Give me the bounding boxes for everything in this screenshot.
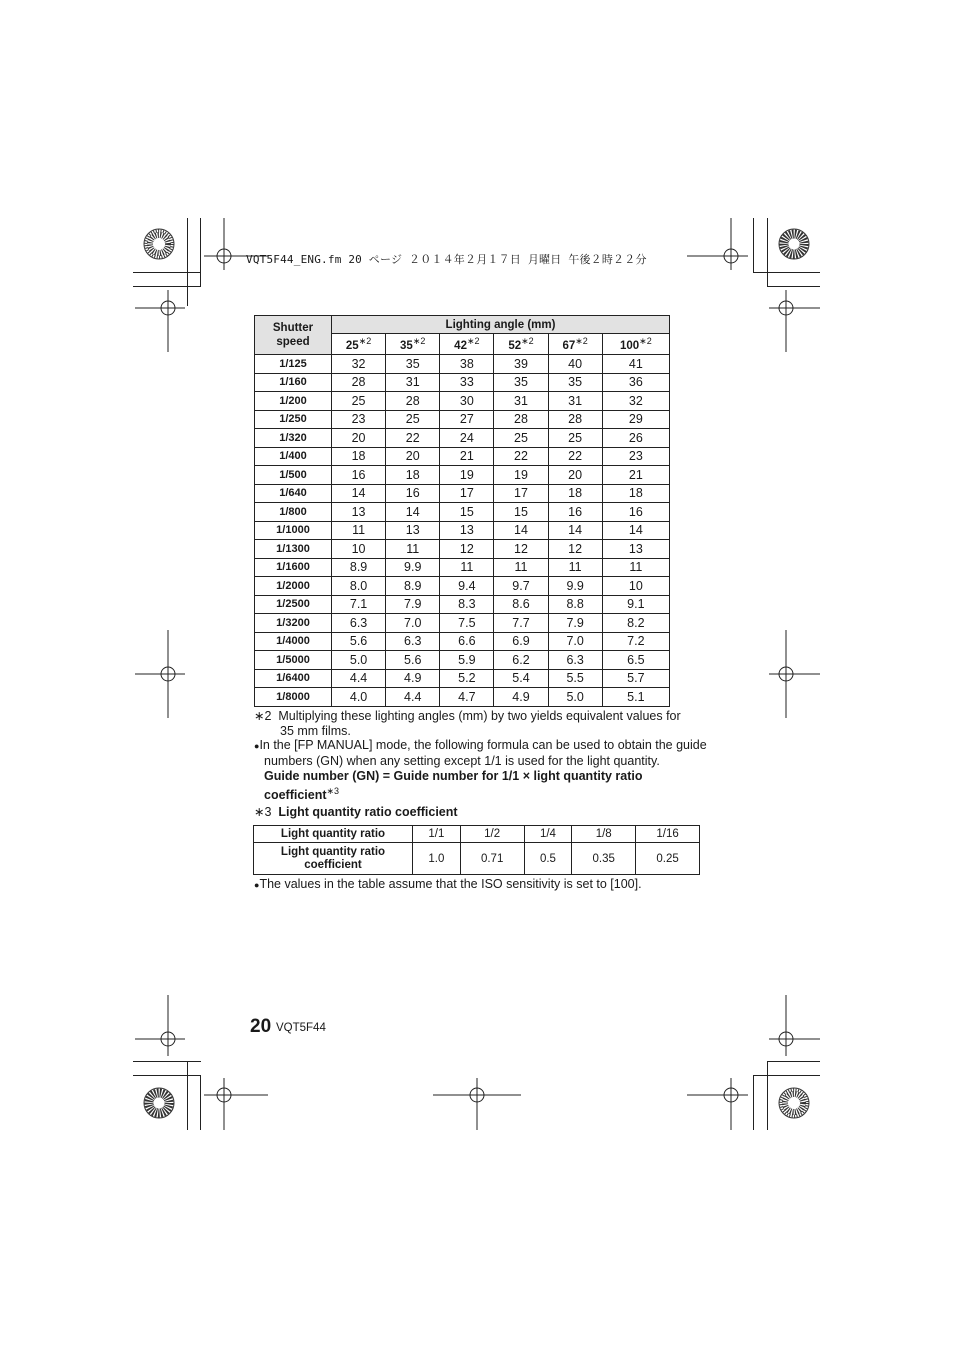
guide-number-cell: 4.0 bbox=[332, 688, 386, 707]
ratio-cell: 1/16 bbox=[636, 826, 700, 843]
guide-number-cell: 20 bbox=[386, 447, 440, 466]
guide-number-cell: 6.3 bbox=[332, 614, 386, 633]
guide-number-cell: 9.1 bbox=[602, 595, 669, 614]
guide-number-cell: 21 bbox=[602, 466, 669, 485]
guide-number-cell: 25 bbox=[332, 392, 386, 411]
starburst-icon bbox=[779, 1088, 809, 1118]
footnote-mark: ∗2 bbox=[254, 709, 272, 723]
guide-number-cell: 6.9 bbox=[494, 632, 548, 651]
formula-text: coefficient bbox=[264, 788, 327, 803]
coefficient-cell: 0.35 bbox=[572, 843, 636, 875]
guide-number-cell: 20 bbox=[332, 429, 386, 448]
guide-number-cell: 18 bbox=[548, 484, 602, 503]
light-quantity-table bbox=[253, 825, 700, 875]
bullet-fp-manual bbox=[254, 738, 734, 803]
footnote-text: Multiplying these lighting angles (mm) by two yields equivalent values for bbox=[278, 709, 681, 723]
guide-number-cell: 35 bbox=[494, 373, 548, 392]
table-row bbox=[255, 355, 670, 374]
angle-header-cell: $52^{∗2}$ bbox=[494, 334, 548, 355]
guide-number-cell: 26 bbox=[602, 429, 669, 448]
guide-number-cell: 17 bbox=[440, 484, 494, 503]
crosshair-icon bbox=[135, 630, 185, 718]
guide-number-cell: 23 bbox=[332, 410, 386, 429]
shutter-speed-cell: 1/640 bbox=[255, 484, 332, 503]
guide-number-cell: 11 bbox=[332, 521, 386, 540]
coefficient-cell: 0.71 bbox=[460, 843, 524, 875]
guide-number-cell: 9.9 bbox=[548, 577, 602, 596]
guide-number-cell: 7.0 bbox=[386, 614, 440, 633]
guide-number-cell: 9.4 bbox=[440, 577, 494, 596]
guide-number-cell: 35 bbox=[548, 373, 602, 392]
guide-number-cell: 18 bbox=[386, 466, 440, 485]
guide-number-cell: 7.5 bbox=[440, 614, 494, 633]
guide-number-cell: 9.7 bbox=[494, 577, 548, 596]
crosshair-icon bbox=[769, 995, 820, 1056]
guide-number-cell: 33 bbox=[440, 373, 494, 392]
guide-number-cell: 7.9 bbox=[386, 595, 440, 614]
guide-number-cell: 11 bbox=[494, 558, 548, 577]
table-row bbox=[255, 503, 670, 522]
shutter-speed-cell: 1/500 bbox=[255, 466, 332, 485]
guide-number-cell: 25 bbox=[494, 429, 548, 448]
angle-header-cell: $42^{∗2}$ bbox=[440, 334, 494, 355]
row-label: Light quantity ratio bbox=[254, 826, 413, 843]
footnote-3 bbox=[254, 805, 458, 820]
guide-number-table bbox=[254, 315, 670, 707]
guide-number-cell: 7.9 bbox=[548, 614, 602, 633]
guide-number-cell: 12 bbox=[440, 540, 494, 559]
guide-number-cell: 5.0 bbox=[548, 688, 602, 707]
guide-number-cell: 36 bbox=[602, 373, 669, 392]
guide-number-cell: 14 bbox=[494, 521, 548, 540]
guide-number-cell: 4.4 bbox=[332, 669, 386, 688]
guide-number-cell: 38 bbox=[440, 355, 494, 374]
guide-number-cell: 11 bbox=[386, 540, 440, 559]
guide-number-cell: 21 bbox=[440, 447, 494, 466]
table-row bbox=[255, 410, 670, 429]
guide-number-cell: 22 bbox=[548, 447, 602, 466]
starburst-icon bbox=[144, 1088, 174, 1118]
guide-number-cell: 16 bbox=[602, 503, 669, 522]
bullet-text: In the [FP MANUAL] mode, the following formula can be used to obtain the guide bbox=[259, 738, 707, 752]
document-code: VQT5F44 bbox=[276, 1022, 326, 1034]
guide-number-cell: 40 bbox=[548, 355, 602, 374]
starburst-icon bbox=[779, 229, 809, 259]
guide-number-cell: 6.3 bbox=[548, 651, 602, 670]
ratio-cell: 1/8 bbox=[572, 826, 636, 843]
guide-number-cell: 14 bbox=[332, 484, 386, 503]
shutter-speed-cell: 1/4000 bbox=[255, 632, 332, 651]
guide-number-cell: 24 bbox=[440, 429, 494, 448]
angle-header-cell: $35^{∗2}$ bbox=[386, 334, 440, 355]
guide-number-cell: 35 bbox=[386, 355, 440, 374]
guide-number-cell: 16 bbox=[332, 466, 386, 485]
guide-number-cell: 27 bbox=[440, 410, 494, 429]
guide-number-cell: 8.0 bbox=[332, 577, 386, 596]
guide-number-cell: 14 bbox=[386, 503, 440, 522]
lighting-angle-header: Lighting angle (mm) bbox=[332, 316, 670, 334]
guide-number-cell: 25 bbox=[548, 429, 602, 448]
angle-header-cell: $100^{∗2}$ bbox=[602, 334, 669, 355]
shutter-speed-cell: 1/3200 bbox=[255, 614, 332, 633]
shutter-speed-cell: 1/2500 bbox=[255, 595, 332, 614]
shutter-speed-cell: 1/160 bbox=[255, 373, 332, 392]
guide-number-cell: 7.0 bbox=[548, 632, 602, 651]
guide-number-cell: 8.3 bbox=[440, 595, 494, 614]
guide-number-cell: 5.4 bbox=[494, 669, 548, 688]
guide-number-cell: 32 bbox=[602, 392, 669, 411]
crosshair-icon bbox=[687, 218, 748, 270]
guide-number-cell: 6.3 bbox=[386, 632, 440, 651]
table-row bbox=[255, 614, 670, 633]
guide-number-cell: 8.9 bbox=[386, 577, 440, 596]
guide-number-cell: 31 bbox=[548, 392, 602, 411]
footnote-mark: ∗3 bbox=[254, 805, 272, 819]
ratio-cell: 1/2 bbox=[460, 826, 524, 843]
table-row bbox=[255, 373, 670, 392]
guide-number-cell: 11 bbox=[440, 558, 494, 577]
shutter-speed-header: Shutter speed bbox=[255, 316, 332, 355]
shutter-speed-cell: 1/8000 bbox=[255, 688, 332, 707]
guide-number-cell: 28 bbox=[494, 410, 548, 429]
bullet-text: numbers (GN) when any setting except 1/1 is used for the light quantity. bbox=[264, 754, 660, 768]
ratio-cell: 1/4 bbox=[524, 826, 572, 843]
guide-number-cell: 28 bbox=[548, 410, 602, 429]
guide-number-cell: 32 bbox=[332, 355, 386, 374]
footnote-text: 35 mm films. bbox=[280, 724, 351, 738]
guide-number-cell: 11 bbox=[548, 558, 602, 577]
crosshair-icon bbox=[769, 290, 820, 352]
guide-number-cell: 5.0 bbox=[332, 651, 386, 670]
guide-number-cell: 13 bbox=[602, 540, 669, 559]
table-row bbox=[255, 651, 670, 670]
shutter-speed-cell: 1/5000 bbox=[255, 651, 332, 670]
guide-number-cell: 16 bbox=[548, 503, 602, 522]
guide-number-cell: 8.8 bbox=[548, 595, 602, 614]
guide-number-cell: 6.6 bbox=[440, 632, 494, 651]
angle-header-cell: $25^{∗2}$ bbox=[332, 334, 386, 355]
crosshair-icon bbox=[135, 995, 185, 1056]
guide-number-cell: 8.9 bbox=[332, 558, 386, 577]
guide-number-cell: 19 bbox=[494, 466, 548, 485]
guide-number-cell: 4.9 bbox=[494, 688, 548, 707]
guide-number-cell: 5.9 bbox=[440, 651, 494, 670]
crosshair-icon bbox=[433, 1078, 521, 1130]
shutter-speed-cell: 1/200 bbox=[255, 392, 332, 411]
guide-number-cell: 31 bbox=[386, 373, 440, 392]
shutter-speed-cell: 1/2000 bbox=[255, 577, 332, 596]
guide-number-cell: 7.7 bbox=[494, 614, 548, 633]
coefficient-cell: 0.5 bbox=[524, 843, 572, 875]
guide-number-cell: 4.7 bbox=[440, 688, 494, 707]
guide-number-cell: 10 bbox=[602, 577, 669, 596]
bullet-text: The values in the table assume that the ISO sensitivity is set to [100]. bbox=[259, 877, 642, 891]
guide-number-cell: 18 bbox=[332, 447, 386, 466]
bullet-icon: ● bbox=[254, 880, 260, 890]
row-label: Light quantity ratio coefficient bbox=[254, 843, 413, 875]
guide-number-cell: 7.2 bbox=[602, 632, 669, 651]
formula-mark: ∗3 bbox=[326, 786, 340, 796]
guide-number-cell: 25 bbox=[386, 410, 440, 429]
guide-number-cell: 15 bbox=[440, 503, 494, 522]
table-row bbox=[255, 632, 670, 651]
footnote-2 bbox=[254, 709, 724, 739]
starburst-icon bbox=[144, 229, 174, 259]
guide-number-cell: 9.9 bbox=[386, 558, 440, 577]
guide-number-cell: 4.9 bbox=[386, 669, 440, 688]
crosshair-icon bbox=[769, 630, 820, 718]
guide-number-cell: 6.5 bbox=[602, 651, 669, 670]
angle-header-cell: $67^{∗2}$ bbox=[548, 334, 602, 355]
table-row bbox=[255, 577, 670, 596]
guide-number-cell: 22 bbox=[494, 447, 548, 466]
guide-number-cell: 29 bbox=[602, 410, 669, 429]
table-row bbox=[255, 595, 670, 614]
guide-number-cell: 23 bbox=[602, 447, 669, 466]
guide-number-cell: 11 bbox=[602, 558, 669, 577]
crosshair-icon bbox=[135, 290, 185, 352]
guide-number-cell: 5.6 bbox=[386, 651, 440, 670]
shutter-speed-cell: 1/1600 bbox=[255, 558, 332, 577]
guide-number-cell: 5.1 bbox=[602, 688, 669, 707]
shutter-speed-cell: 1/320 bbox=[255, 429, 332, 448]
guide-number-cell: 4.4 bbox=[386, 688, 440, 707]
guide-number-cell: 5.6 bbox=[332, 632, 386, 651]
bullet-iso-note bbox=[254, 877, 734, 893]
guide-number-cell: 5.7 bbox=[602, 669, 669, 688]
table-row bbox=[255, 484, 670, 503]
guide-number-cell: 41 bbox=[602, 355, 669, 374]
guide-number-cell: 19 bbox=[440, 466, 494, 485]
guide-number-cell: 15 bbox=[494, 503, 548, 522]
guide-number-cell: 8.6 bbox=[494, 595, 548, 614]
shutter-speed-cell: 1/125 bbox=[255, 355, 332, 374]
guide-number-cell: 39 bbox=[494, 355, 548, 374]
bullet-icon: ● bbox=[254, 741, 260, 751]
guide-number-cell: 12 bbox=[494, 540, 548, 559]
guide-number-cell: 12 bbox=[548, 540, 602, 559]
guide-number-cell: 13 bbox=[386, 521, 440, 540]
shutter-speed-cell: 1/800 bbox=[255, 503, 332, 522]
guide-number-cell: 20 bbox=[548, 466, 602, 485]
crosshair-icon bbox=[204, 1078, 268, 1130]
shutter-speed-cell: 1/1300 bbox=[255, 540, 332, 559]
table-row bbox=[255, 392, 670, 411]
guide-number-cell: 17 bbox=[494, 484, 548, 503]
table-row bbox=[255, 688, 670, 707]
guide-number-cell: 14 bbox=[548, 521, 602, 540]
print-header: VQT5F44_ENG.fm 20 ページ ２０１４年２月１７日 月曜日 午後２時２２分 bbox=[246, 253, 647, 266]
ratio-cell: 1/1 bbox=[413, 826, 461, 843]
guide-number-cell: 10 bbox=[332, 540, 386, 559]
table-row bbox=[255, 521, 670, 540]
table-row bbox=[255, 540, 670, 559]
formula-text: Guide number (GN) = Guide number for 1/1 × light quantity ratio bbox=[264, 769, 643, 783]
guide-number-cell: 13 bbox=[440, 521, 494, 540]
guide-number-cell: 5.5 bbox=[548, 669, 602, 688]
guide-number-cell: 31 bbox=[494, 392, 548, 411]
table-row bbox=[255, 429, 670, 448]
shutter-speed-cell: 1/1000 bbox=[255, 521, 332, 540]
guide-number-cell: 8.2 bbox=[602, 614, 669, 633]
guide-number-cell: 14 bbox=[602, 521, 669, 540]
shutter-speed-cell: 1/400 bbox=[255, 447, 332, 466]
table-row bbox=[255, 558, 670, 577]
guide-number-cell: 28 bbox=[332, 373, 386, 392]
guide-number-cell: 28 bbox=[386, 392, 440, 411]
coefficient-cell: 1.0 bbox=[413, 843, 461, 875]
guide-number-cell: 16 bbox=[386, 484, 440, 503]
table-row bbox=[255, 669, 670, 688]
footnote-title: Light quantity ratio coefficient bbox=[278, 805, 458, 819]
shutter-speed-cell: 1/250 bbox=[255, 410, 332, 429]
guide-number-cell: 13 bbox=[332, 503, 386, 522]
guide-number-cell: 7.1 bbox=[332, 595, 386, 614]
guide-number-cell: 5.2 bbox=[440, 669, 494, 688]
crosshair-icon bbox=[687, 1078, 748, 1130]
guide-number-cell: 30 bbox=[440, 392, 494, 411]
table-row bbox=[255, 447, 670, 466]
shutter-speed-cell: 1/6400 bbox=[255, 669, 332, 688]
guide-number-cell: 22 bbox=[386, 429, 440, 448]
table-row bbox=[255, 466, 670, 485]
page-number: 20 bbox=[250, 1016, 272, 1037]
guide-number-cell: 18 bbox=[602, 484, 669, 503]
guide-number-cell: 6.2 bbox=[494, 651, 548, 670]
coefficient-cell: 0.25 bbox=[636, 843, 700, 875]
